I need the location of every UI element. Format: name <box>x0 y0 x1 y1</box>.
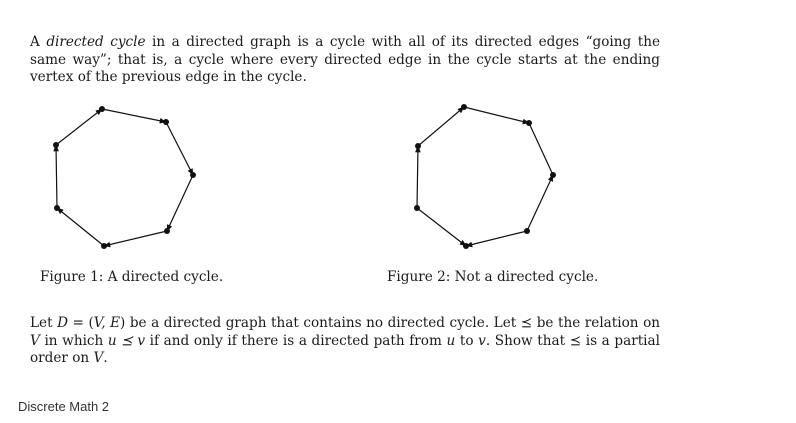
fig1-edge-1 <box>56 109 102 145</box>
fig1-edge-3 <box>166 122 193 175</box>
problem-text: . Show that <box>485 332 570 349</box>
fig1-vertex-3 <box>163 119 169 125</box>
math-D: D <box>57 315 68 331</box>
math-V: V <box>30 332 40 349</box>
math-V: V <box>93 350 104 366</box>
problem-text: be the relation on <box>532 315 661 331</box>
problem-text: = ( <box>67 315 94 331</box>
fig2-edge-5 <box>466 231 527 246</box>
fig1-edge-7 <box>56 145 57 208</box>
fig2-vertex-5 <box>524 228 530 234</box>
problem-text: if and only if there is a directed path from <box>145 332 447 349</box>
figure-1-directed-cycle <box>48 98 208 256</box>
figure-2-vertices <box>414 104 556 249</box>
intro-text-1: A <box>30 34 47 50</box>
figure-2-not-directed-cycle <box>408 98 568 256</box>
math-preceq: ⪯ <box>569 332 582 349</box>
math-V-E: V, E <box>93 315 120 331</box>
footer-label: Discrete Math 2 <box>18 399 110 414</box>
fig2-edge-1 <box>418 107 464 146</box>
math-v: v <box>478 332 486 349</box>
fig1-vertex-2 <box>99 106 105 112</box>
fig2-edge-4 <box>527 175 553 231</box>
problem-text: . <box>103 350 108 366</box>
fig1-edge-5 <box>104 231 167 246</box>
fig1-edge-4 <box>167 175 193 231</box>
fig1-vertex-7 <box>54 205 60 211</box>
directed-cycle-term: directed cycle <box>46 34 146 50</box>
fig1-vertex-6 <box>101 243 107 249</box>
figure-1-edges <box>56 109 193 246</box>
fig1-vertex-5 <box>164 228 170 234</box>
fig1-edge-6 <box>57 208 104 246</box>
fig2-vertex-2 <box>461 104 467 110</box>
figure-1-caption: Figure 1: A directed cycle. <box>40 269 224 285</box>
intro-paragraph <box>30 34 660 87</box>
figure-2-caption: Figure 2: Not a directed cycle. <box>387 269 599 285</box>
math-preceq: ⪯ <box>520 315 533 331</box>
fig2-vertex-3 <box>526 120 532 126</box>
intro-text-2: in a directed graph is a cycle with all of its directed edges “going the same way”; that is, a cycle where every directed edge in the cycle starts at the ending vertex of the previous edge in the cycle. <box>30 34 660 85</box>
fig2-edge-2 <box>464 107 529 123</box>
problem-text: Let <box>30 315 58 331</box>
fig2-vertex-7 <box>414 205 420 211</box>
math-u-preceq-v: u ⪯ v <box>107 332 146 349</box>
problem-text: ) be a directed graph that contains no directed cycle. Let <box>120 315 521 331</box>
fig2-edge-6 <box>417 208 466 246</box>
problem-statement <box>30 315 660 368</box>
fig1-vertex-4 <box>190 172 196 178</box>
problem-text: to <box>455 332 479 349</box>
problem-text: in which <box>39 332 108 349</box>
figure-1-vertices <box>53 106 196 249</box>
fig2-edge-3 <box>529 123 553 175</box>
fig2-edge-7 <box>417 146 418 208</box>
fig1-vertex-1 <box>53 142 59 148</box>
math-u: u <box>446 332 456 349</box>
fig2-vertex-1 <box>415 143 421 149</box>
fig2-vertex-4 <box>550 172 556 178</box>
problem-text: is a partial order on <box>30 332 660 366</box>
fig2-vertex-6 <box>463 243 469 249</box>
figure-2-edges <box>417 107 553 246</box>
fig1-edge-2 <box>102 109 166 122</box>
